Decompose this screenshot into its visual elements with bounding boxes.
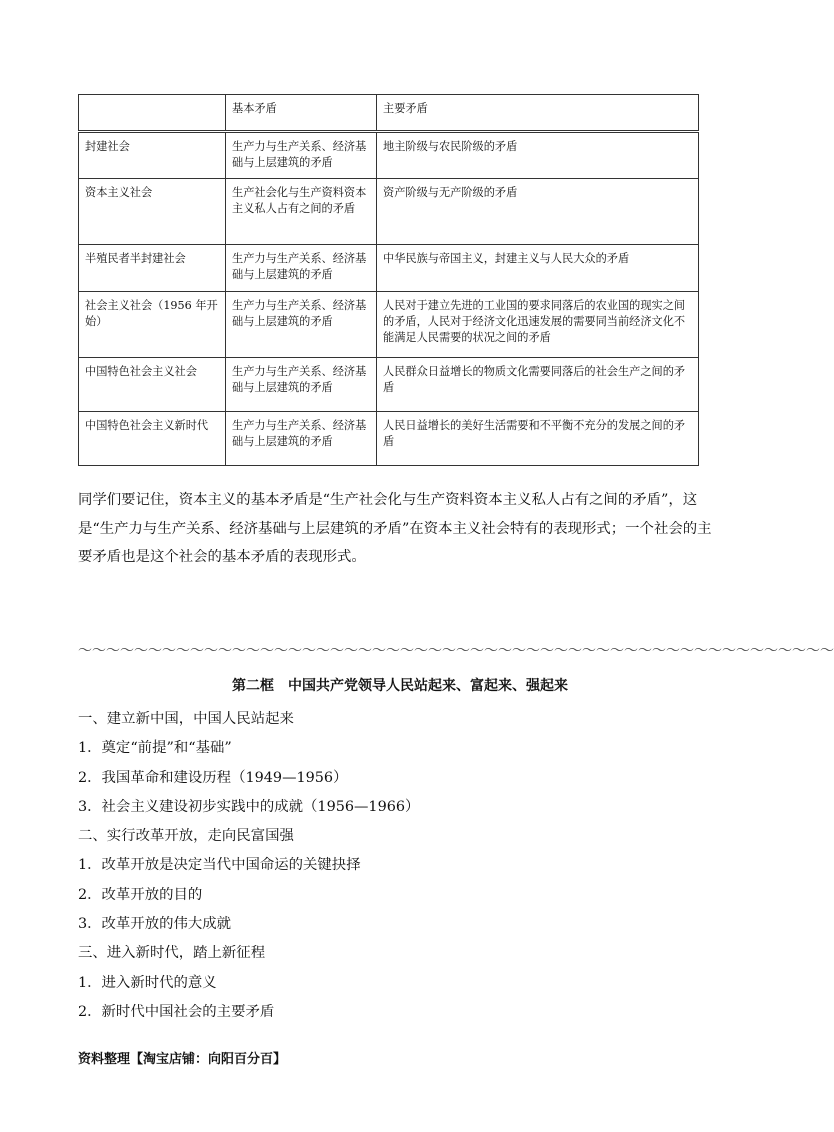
principal-contradiction-cell: 中华民族与帝国主义，封建主义与人民大众的矛盾 — [377, 245, 699, 292]
basic-contradiction-cell: 生产力与生产关系、经济基础与上层建筑的矛盾 — [226, 292, 377, 358]
outline-item: 3．改革开放的伟大成就 — [78, 916, 232, 933]
tilde-separator: ～～～～～～～～～～～～～～～～～～～～～～～～～～～～～～～～～～～～～～～～～～～～～～～～～～～～～～ — [78, 643, 834, 659]
table-header-cell: 基本矛盾 — [226, 95, 377, 132]
table-row — [79, 412, 699, 466]
society-cell: 社会主义社会（1956 年开始） — [79, 292, 226, 358]
society-cell: 中国特色社会主义社会 — [79, 358, 226, 412]
outline-heading: 三、进入新时代，踏上新征程 — [78, 945, 266, 962]
table-row — [79, 358, 699, 412]
contradiction-table — [78, 94, 699, 466]
table-row — [79, 245, 699, 292]
table-header-cell: 主要矛盾 — [377, 95, 699, 132]
basic-contradiction-cell: 生产力与生产关系、经济基础与上层建筑的矛盾 — [226, 132, 377, 179]
table-header-cell — [79, 95, 226, 132]
principal-contradiction-cell: 地主阶级与农民阶级的矛盾 — [377, 132, 699, 179]
outline-heading: 一、建立新中国，中国人民站起来 — [78, 711, 294, 727]
outline-item: 1．改革开放是决定当代中国命运的关键抉择 — [78, 857, 361, 874]
basic-contradiction-cell: 生产力与生产关系、经济基础与上层建筑的矛盾 — [226, 412, 377, 466]
basic-contradiction-cell: 生产力与生产关系、经济基础与上层建筑的矛盾 — [226, 358, 377, 412]
outline-item: 2．改革开放的目的 — [78, 886, 203, 903]
table-row — [79, 179, 699, 245]
summary-paragraph: 同学们要记住，资本主义的基本矛盾是“生产社会化与生产资料资本主义私人占有之间的矛盾”，这是“生产力与生产关系、经济基础与上层建筑的矛盾”在资本主义社会特有的表现形式；一个社会的主要矛盾也是这个社会的基本矛盾的表现形式。 — [78, 492, 712, 565]
society-cell: 中国特色社会主义新时代 — [79, 412, 226, 466]
principal-contradiction-cell: 人民群众日益增长的物质文化需要同落后的社会生产之间的矛盾 — [377, 358, 699, 412]
table-row — [79, 292, 699, 358]
outline-item: 2．我国革命和建设历程（1949—1956） — [78, 769, 348, 786]
society-cell: 半殖民者半封建社会 — [79, 245, 226, 292]
society-cell: 封建社会 — [79, 132, 226, 179]
outline-item: 3．社会主义建设初步实践中的成就（1956—1966） — [78, 798, 420, 815]
basic-contradiction-cell: 生产社会化与生产资料资本主义私人占有之间的矛盾 — [226, 179, 377, 245]
outline-item: 2．新时代中国社会的主要矛盾 — [78, 1003, 275, 1020]
principal-contradiction-cell: 人民日益增长的美好生活需要和不平衡不充分的发展之间的矛盾 — [377, 412, 699, 466]
outline-list — [78, 705, 718, 1027]
outline-item: 1．进入新时代的意义 — [78, 974, 217, 991]
outline-item: 1．奠定“前提”和“基础” — [78, 740, 232, 757]
principal-contradiction-cell: 人民对于建立先进的工业国的要求同落后的农业国的现实之间的矛盾，人民对于经济文化迅速发展的需要同当前经济文化不能满足人民需要的状况之间的矛盾 — [377, 292, 699, 358]
principal-contradiction-cell: 资产阶级与无产阶级的矛盾 — [377, 179, 699, 245]
society-cell: 资本主义社会 — [79, 179, 226, 245]
table-header-row — [79, 95, 699, 132]
footer-credit: 资料整理【淘宝店铺：向阳百分百】 — [78, 1052, 287, 1067]
basic-contradiction-cell: 生产力与生产关系、经济基础与上层建筑的矛盾 — [226, 245, 377, 292]
table-row — [79, 132, 699, 179]
outline-heading: 二、实行改革开放，走向民富国强 — [78, 828, 294, 845]
section-title: 第二框 中国共产党领导人民站起来、富起来、强起来 — [232, 678, 568, 694]
